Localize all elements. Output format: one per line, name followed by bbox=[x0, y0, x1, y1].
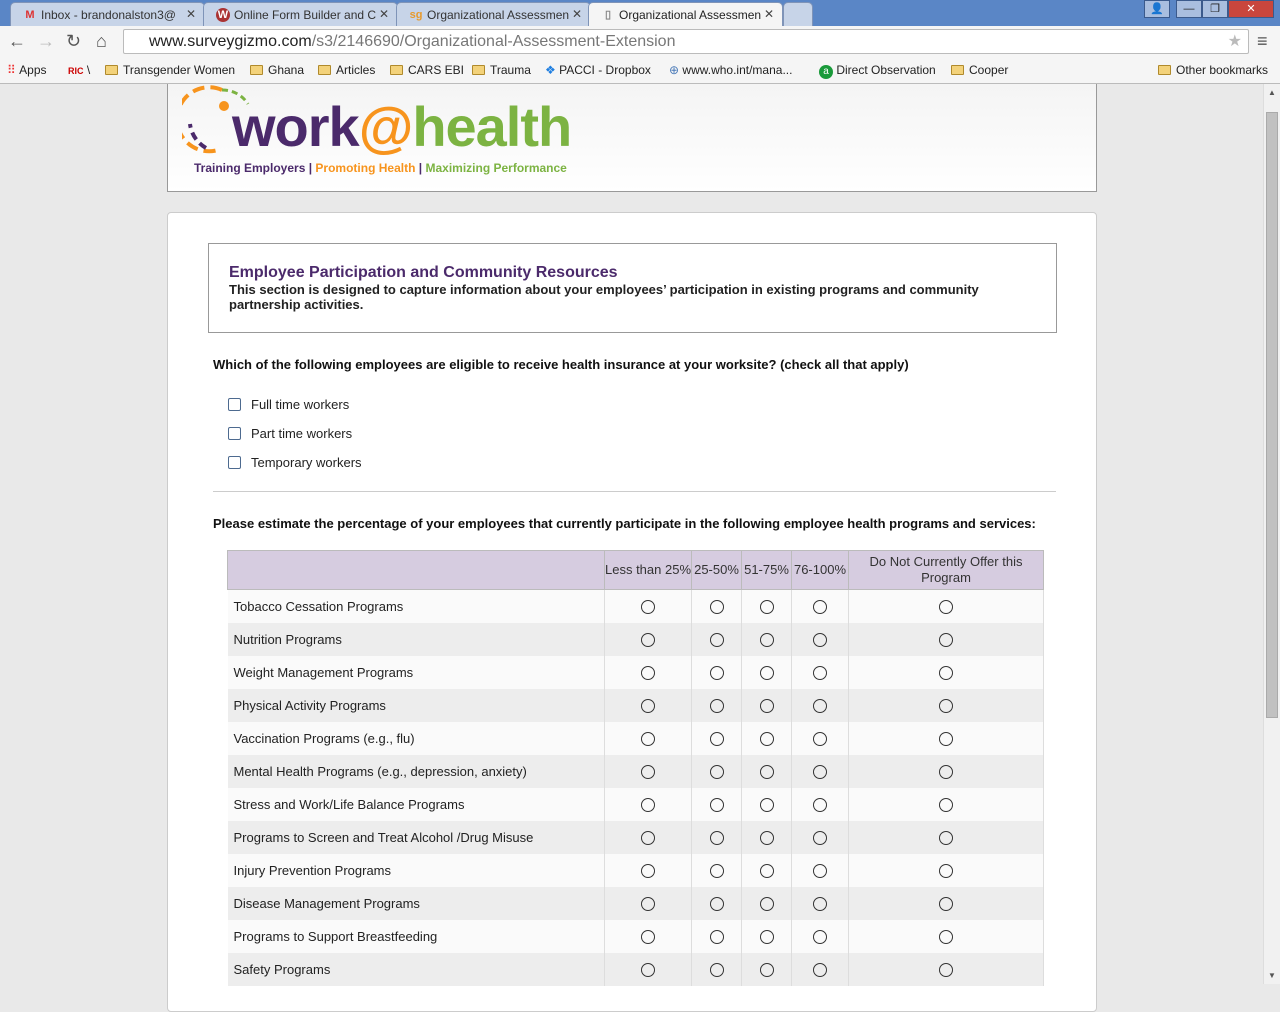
radio-button[interactable] bbox=[641, 864, 655, 878]
radio-cell bbox=[605, 590, 692, 623]
radio-button[interactable] bbox=[710, 633, 724, 647]
close-window-button[interactable]: ✕ bbox=[1228, 0, 1274, 18]
radio-button[interactable] bbox=[641, 666, 655, 680]
radio-button[interactable] bbox=[641, 699, 655, 713]
bookmark-cars-ebi[interactable]: CARS EBI bbox=[390, 63, 464, 77]
radio-button[interactable] bbox=[760, 732, 774, 746]
radio-button[interactable] bbox=[760, 897, 774, 911]
radio-cell bbox=[849, 887, 1044, 920]
radio-cell bbox=[692, 821, 742, 854]
radio-cell bbox=[742, 623, 792, 656]
tab-label: Online Form Builder and C bbox=[234, 8, 377, 22]
radio-cell bbox=[692, 656, 742, 689]
radio-cell bbox=[605, 755, 692, 788]
table-row bbox=[228, 788, 1044, 821]
wufoo-icon: W bbox=[217, 9, 229, 21]
radio-cell bbox=[792, 755, 849, 788]
bookmark-other[interactable]: Other bookmarks bbox=[1158, 63, 1268, 77]
radio-cell bbox=[605, 821, 692, 854]
radio-cell bbox=[849, 689, 1044, 722]
bookmark-articles[interactable]: Articles bbox=[318, 63, 375, 77]
divider bbox=[213, 491, 1056, 492]
col-header: 76-100% bbox=[792, 551, 849, 590]
row-label: Weight Management Programs bbox=[228, 656, 605, 689]
radio-button[interactable] bbox=[710, 897, 724, 911]
radio-button[interactable] bbox=[760, 831, 774, 845]
row-label: Vaccination Programs (e.g., flu) bbox=[228, 722, 605, 755]
tab-label: Organizational Assessmen bbox=[619, 8, 762, 22]
bookmark-ghana[interactable]: Ghana bbox=[250, 63, 304, 77]
radio-button[interactable] bbox=[710, 963, 724, 977]
radio-button[interactable] bbox=[813, 633, 827, 647]
radio-cell bbox=[605, 953, 692, 986]
radio-cell bbox=[792, 854, 849, 887]
row-label: Nutrition Programs bbox=[228, 623, 605, 656]
radio-cell bbox=[792, 821, 849, 854]
radio-cell bbox=[692, 953, 742, 986]
radio-cell bbox=[742, 920, 792, 953]
forward-icon[interactable]: → bbox=[37, 31, 55, 51]
checkbox[interactable] bbox=[228, 456, 241, 469]
col-header: 51-75% bbox=[742, 551, 792, 590]
table-row bbox=[228, 623, 1044, 656]
checkbox-part-time[interactable]: Part time workers bbox=[228, 426, 352, 441]
radio-button[interactable] bbox=[939, 864, 953, 878]
tab-label: Organizational Assessmen bbox=[427, 8, 570, 22]
grid-header-blank bbox=[228, 551, 605, 590]
radio-button[interactable] bbox=[813, 831, 827, 845]
question-participation: Please estimate the percentage of your employees that currently participate in the following employee health programs and services: bbox=[213, 516, 1036, 531]
radio-cell bbox=[792, 590, 849, 623]
back-icon[interactable]: ← bbox=[8, 31, 26, 51]
radio-button[interactable] bbox=[710, 864, 724, 878]
bookmark-direct-observation[interactable]: a Direct Observation bbox=[819, 63, 936, 79]
radio-button[interactable] bbox=[813, 600, 827, 614]
radio-button[interactable] bbox=[939, 897, 953, 911]
bookmark-transgender-women[interactable]: Transgender Women bbox=[105, 63, 235, 77]
radio-cell bbox=[742, 788, 792, 821]
url-host: www.surveygizmo.com bbox=[149, 33, 312, 50]
radio-button[interactable] bbox=[939, 798, 953, 812]
bookmarks-bar bbox=[0, 57, 1280, 84]
radio-button[interactable] bbox=[710, 600, 724, 614]
row-label: Mental Health Programs (e.g., depression, anxiety) bbox=[228, 755, 605, 788]
radio-cell bbox=[792, 887, 849, 920]
folder-icon bbox=[951, 65, 964, 75]
radio-cell bbox=[849, 623, 1044, 656]
radio-button[interactable] bbox=[813, 864, 827, 878]
radio-button[interactable] bbox=[760, 699, 774, 713]
close-tab-icon[interactable]: ✕ bbox=[185, 7, 196, 21]
radio-button[interactable] bbox=[760, 765, 774, 779]
radio-button[interactable] bbox=[813, 798, 827, 812]
radio-button[interactable] bbox=[710, 666, 724, 680]
radio-button[interactable] bbox=[641, 633, 655, 647]
section-title: Employee Participation and Community Resources bbox=[229, 264, 618, 281]
radio-button[interactable] bbox=[813, 765, 827, 779]
col-header: Less than 25% bbox=[605, 551, 692, 590]
row-label: Physical Activity Programs bbox=[228, 689, 605, 722]
section-intro bbox=[208, 243, 1057, 333]
surveygizmo-icon: sg bbox=[409, 9, 423, 21]
radio-button[interactable] bbox=[813, 930, 827, 944]
radio-button[interactable] bbox=[939, 930, 953, 944]
site-icon: a bbox=[819, 65, 833, 79]
apps-icon: ⠿ bbox=[7, 63, 16, 77]
radio-cell bbox=[849, 821, 1044, 854]
radio-button[interactable] bbox=[939, 831, 953, 845]
radio-button[interactable] bbox=[641, 930, 655, 944]
radio-button[interactable] bbox=[760, 600, 774, 614]
radio-button[interactable] bbox=[710, 798, 724, 812]
scrollbar-thumb[interactable] bbox=[1266, 112, 1278, 718]
table-row bbox=[228, 689, 1044, 722]
row-label: Programs to Screen and Treat Alcohol /Drug Misuse bbox=[228, 821, 605, 854]
new-tab-button[interactable] bbox=[783, 2, 813, 26]
radio-button[interactable] bbox=[939, 633, 953, 647]
radio-button[interactable] bbox=[813, 666, 827, 680]
radio-cell bbox=[849, 755, 1044, 788]
radio-button[interactable] bbox=[710, 732, 724, 746]
folder-icon bbox=[1158, 65, 1171, 75]
radio-button[interactable] bbox=[760, 633, 774, 647]
survey-header: work@health Training Employers | Promoting Health | Maximizing Performance bbox=[167, 84, 1097, 192]
profile-icon[interactable]: 👤 bbox=[1144, 0, 1170, 18]
radio-cell bbox=[792, 623, 849, 656]
table-row bbox=[228, 656, 1044, 689]
radio-cell bbox=[605, 623, 692, 656]
radio-button[interactable] bbox=[939, 600, 953, 614]
radio-button[interactable] bbox=[641, 732, 655, 746]
browser-toolbar bbox=[0, 26, 1280, 57]
folder-icon bbox=[250, 65, 263, 75]
bookmark-who[interactable]: ⊕ www.who.int/mana... bbox=[669, 63, 793, 77]
radio-button[interactable] bbox=[710, 699, 724, 713]
radio-cell bbox=[692, 920, 742, 953]
row-label: Safety Programs bbox=[228, 953, 605, 986]
tab-gmail[interactable] bbox=[10, 2, 205, 26]
radio-button[interactable] bbox=[939, 963, 953, 977]
tab-label: Inbox - brandonalston3@ bbox=[41, 8, 176, 22]
address-bar[interactable] bbox=[123, 29, 1249, 54]
radio-cell bbox=[849, 953, 1044, 986]
radio-button[interactable] bbox=[641, 897, 655, 911]
star-icon[interactable]: ★ bbox=[1227, 33, 1242, 50]
radio-cell bbox=[742, 755, 792, 788]
table-row bbox=[228, 590, 1044, 623]
radio-button[interactable] bbox=[710, 765, 724, 779]
radio-button[interactable] bbox=[641, 831, 655, 845]
bookmark-pacci-dropbox[interactable]: ❖ PACCI - Dropbox bbox=[545, 63, 651, 77]
radio-button[interactable] bbox=[939, 699, 953, 713]
radio-button[interactable] bbox=[760, 930, 774, 944]
radio-button[interactable] bbox=[813, 897, 827, 911]
radio-cell bbox=[792, 953, 849, 986]
table-row bbox=[228, 953, 1044, 986]
radio-cell bbox=[849, 854, 1044, 887]
radio-button[interactable] bbox=[760, 798, 774, 812]
close-tab-icon[interactable]: ✕ bbox=[571, 7, 582, 21]
dropbox-icon: ❖ bbox=[545, 63, 556, 77]
radio-cell bbox=[792, 689, 849, 722]
bookmark-apps[interactable]: ⠿ Apps bbox=[7, 63, 47, 77]
survey-page bbox=[167, 212, 1097, 1012]
radio-cell bbox=[692, 887, 742, 920]
radio-cell bbox=[849, 920, 1044, 953]
table-row bbox=[228, 854, 1044, 887]
radio-button[interactable] bbox=[641, 600, 655, 614]
radio-cell bbox=[849, 788, 1044, 821]
checkbox[interactable] bbox=[228, 398, 241, 411]
radio-cell bbox=[605, 722, 692, 755]
radio-button[interactable] bbox=[760, 963, 774, 977]
folder-icon bbox=[105, 65, 118, 75]
row-label: Programs to Support Breastfeeding bbox=[228, 920, 605, 953]
radio-button[interactable] bbox=[760, 666, 774, 680]
reload-icon[interactable]: ↻ bbox=[66, 31, 82, 51]
radio-button[interactable] bbox=[939, 732, 953, 746]
table-row bbox=[228, 722, 1044, 755]
section-description: This section is designed to capture information about your employees’ participation in existing programs and community partnership activities. bbox=[229, 282, 979, 312]
radio-button[interactable] bbox=[760, 864, 774, 878]
tab-surveygizmo[interactable] bbox=[396, 2, 591, 26]
radio-button[interactable] bbox=[710, 930, 724, 944]
radio-button[interactable] bbox=[939, 765, 953, 779]
radio-cell bbox=[692, 788, 742, 821]
radio-button[interactable] bbox=[813, 963, 827, 977]
radio-cell bbox=[792, 788, 849, 821]
tab-active[interactable] bbox=[588, 2, 783, 26]
radio-cell bbox=[605, 656, 692, 689]
col-header: Do Not Currently Offer this Program bbox=[849, 551, 1044, 590]
radio-cell bbox=[692, 590, 742, 623]
maximize-button[interactable]: ❐ bbox=[1202, 0, 1228, 18]
radio-cell bbox=[849, 656, 1044, 689]
radio-cell bbox=[692, 854, 742, 887]
page-icon: ▯ bbox=[604, 9, 612, 21]
tab-wufoo[interactable] bbox=[203, 2, 398, 26]
minimize-button[interactable]: — bbox=[1176, 0, 1202, 18]
radio-cell bbox=[742, 821, 792, 854]
radio-cell bbox=[692, 755, 742, 788]
menu-icon[interactable]: ≡ bbox=[1257, 31, 1268, 51]
scroll-down-icon[interactable]: ▼ bbox=[1268, 971, 1276, 980]
bookmark-ric[interactable]: RIC \ bbox=[68, 63, 91, 77]
checkbox-full-time[interactable]: Full time workers bbox=[228, 397, 349, 412]
radio-cell bbox=[742, 590, 792, 623]
who-icon: ⊕ bbox=[669, 63, 680, 77]
radio-cell bbox=[792, 656, 849, 689]
radio-button[interactable] bbox=[813, 732, 827, 746]
radio-cell bbox=[605, 887, 692, 920]
radio-cell bbox=[605, 854, 692, 887]
scroll-up-icon[interactable]: ▲ bbox=[1268, 88, 1276, 97]
radio-cell bbox=[692, 722, 742, 755]
radio-button[interactable] bbox=[641, 765, 655, 779]
checkbox-temporary[interactable]: Temporary workers bbox=[228, 455, 362, 470]
radio-cell bbox=[692, 623, 742, 656]
radio-button[interactable] bbox=[939, 666, 953, 680]
bookmark-cooper[interactable]: Cooper bbox=[951, 63, 1008, 77]
row-label: Injury Prevention Programs bbox=[228, 854, 605, 887]
folder-icon bbox=[318, 65, 331, 75]
home-icon[interactable]: ⌂ bbox=[96, 31, 107, 51]
radio-cell bbox=[605, 689, 692, 722]
radio-button[interactable] bbox=[813, 699, 827, 713]
radio-cell bbox=[792, 920, 849, 953]
ric-icon: RIC bbox=[68, 66, 84, 76]
table-row bbox=[228, 887, 1044, 920]
scrollbar[interactable] bbox=[1263, 84, 1280, 984]
participation-grid bbox=[227, 550, 1044, 986]
url-path: /s3/2146690/Organizational-Assessment-Extension bbox=[311, 33, 676, 50]
radio-cell bbox=[605, 788, 692, 821]
close-tab-icon[interactable]: ✕ bbox=[763, 7, 774, 21]
col-header: 25-50% bbox=[692, 551, 742, 590]
radio-button[interactable] bbox=[641, 963, 655, 977]
row-label: Disease Management Programs bbox=[228, 887, 605, 920]
table-row bbox=[228, 920, 1044, 953]
tab-bar bbox=[0, 0, 1280, 26]
row-label: Stress and Work/Life Balance Programs bbox=[228, 788, 605, 821]
radio-button[interactable] bbox=[710, 831, 724, 845]
radio-cell bbox=[742, 887, 792, 920]
close-tab-icon[interactable]: ✕ bbox=[378, 7, 389, 21]
radio-cell bbox=[605, 920, 692, 953]
radio-cell bbox=[849, 722, 1044, 755]
radio-cell bbox=[742, 722, 792, 755]
folder-icon bbox=[472, 65, 485, 75]
radio-button[interactable] bbox=[641, 798, 655, 812]
radio-cell bbox=[742, 953, 792, 986]
row-label: Tobacco Cessation Programs bbox=[228, 590, 605, 623]
radio-cell bbox=[742, 854, 792, 887]
question-eligibility: Which of the following employees are eligible to receive health insurance at your worksite? (check all that apply) bbox=[213, 357, 909, 372]
radio-cell bbox=[849, 590, 1044, 623]
table-row bbox=[228, 755, 1044, 788]
bookmark-trauma[interactable]: Trauma bbox=[472, 63, 531, 77]
radio-cell bbox=[692, 689, 742, 722]
tagline: Training Employers | Promoting Health | Maximizing Performance bbox=[194, 161, 567, 175]
table-row bbox=[228, 821, 1044, 854]
folder-icon bbox=[390, 65, 403, 75]
checkbox[interactable] bbox=[228, 427, 241, 440]
radio-cell bbox=[792, 722, 849, 755]
radio-cell bbox=[742, 656, 792, 689]
radio-cell bbox=[742, 689, 792, 722]
gmail-icon: M bbox=[25, 9, 35, 21]
